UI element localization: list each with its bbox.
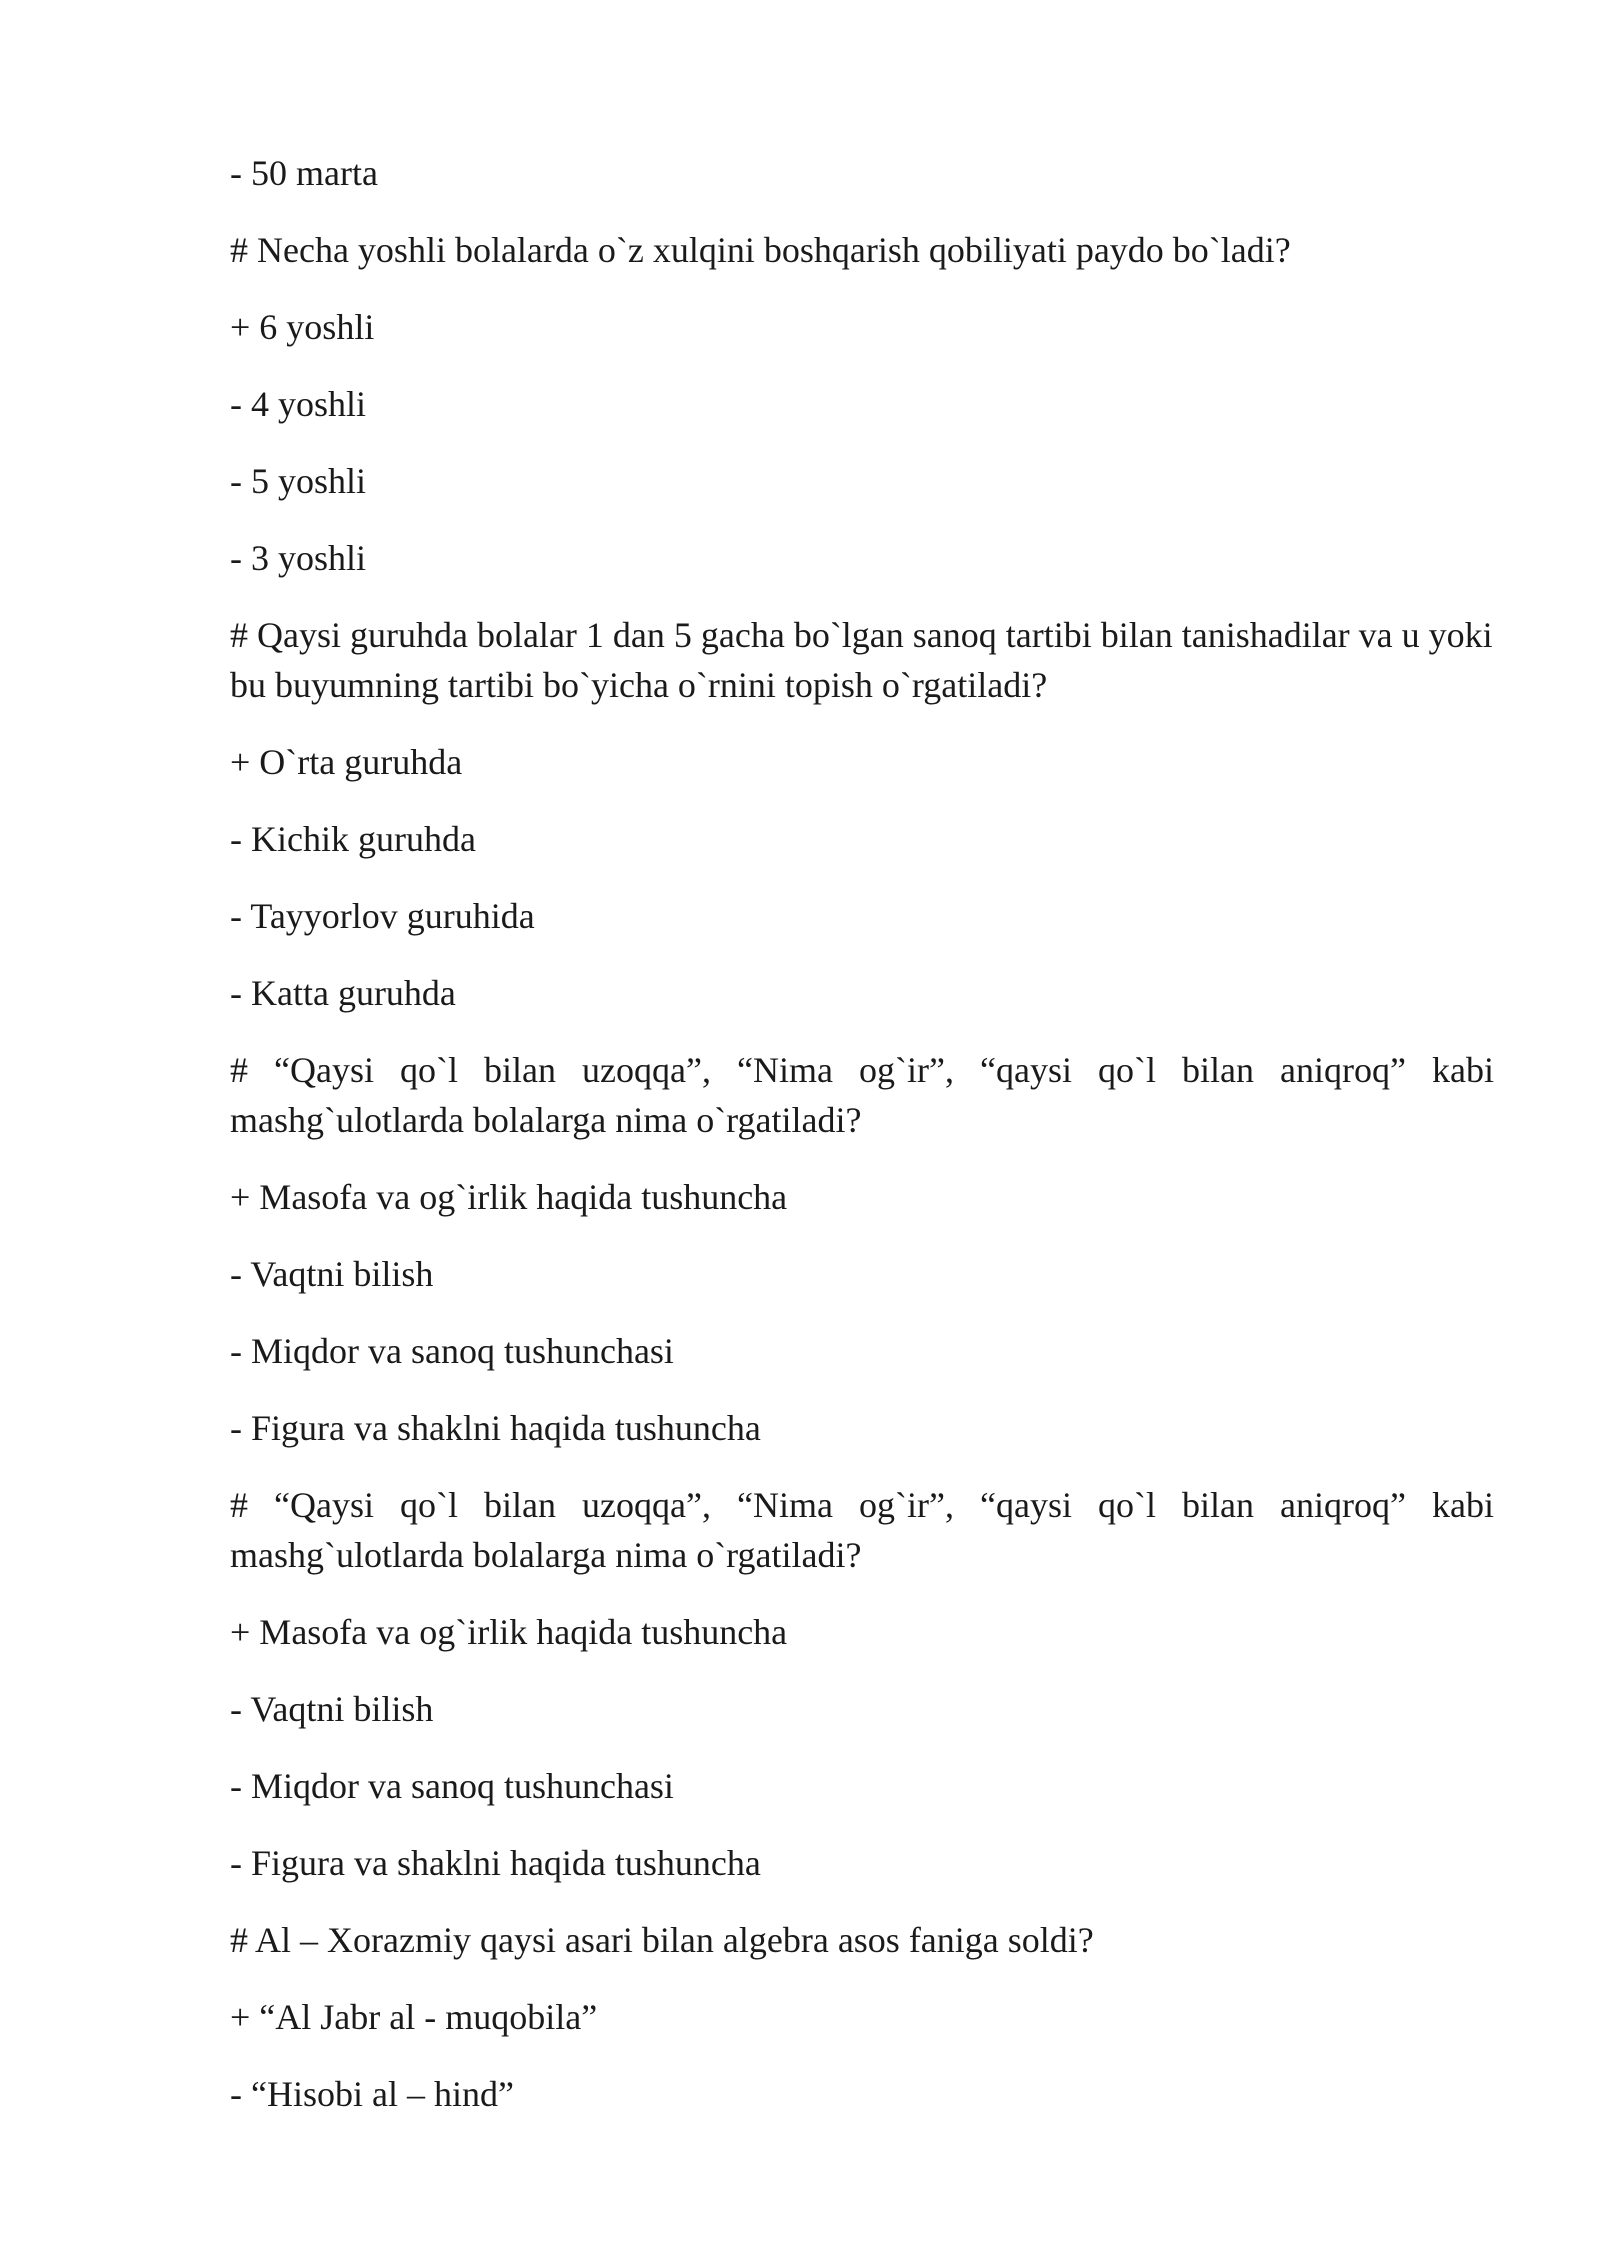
correct-answer-option: + O`rta guruhda <box>230 742 463 782</box>
correct-answer-option: + 6 yoshli <box>230 307 375 347</box>
answer-option: - Tayyorlov guruhida <box>230 896 535 936</box>
correct-answer-option: + Masofa va og`irlik haqida tushuncha <box>230 1177 788 1217</box>
question-text: # Qaysi guruhda bolalar 1 dan 5 gacha bo`lgan sanoq tartibi bilan tanishadilar va u yoki bu buyumning tartibi bo`yicha o`rnini topish o`rgatiladi? <box>230 615 1493 705</box>
answer-option: - Vaqtni bilish <box>230 1689 434 1729</box>
correct-answer-option: + “Al Jabr al - muqobila” <box>230 1997 598 2037</box>
answer-option: - Kichik guruhda <box>230 819 476 859</box>
answer-option: - 3 yoshli <box>230 538 367 578</box>
correct-answer-option: + Masofa va og`irlik haqida tushuncha <box>230 1612 788 1652</box>
answer-option: - 50 marta <box>230 153 378 193</box>
answer-option: - Figura va shaklni haqida tushuncha <box>230 1408 761 1448</box>
answer-option: - Vaqtni bilish <box>230 1254 434 1294</box>
answer-option: - 5 yoshli <box>230 461 367 501</box>
answer-option: - Figura va shaklni haqida tushuncha <box>230 1843 761 1883</box>
answer-option: - 4 yoshli <box>230 384 367 424</box>
question-text: # “Qaysi qo`l bilan uzoqqa”, “Nima og`ir”, “qaysi qo`l bilan aniqroq” kabi mashg`ulotlarda bolalarga nima o`rgatiladi? <box>230 1050 1494 1140</box>
answer-option: - Katta guruhda <box>230 973 456 1013</box>
answer-option: - Miqdor va sanoq tushunchasi <box>230 1331 674 1371</box>
question-text: # “Qaysi qo`l bilan uzoqqa”, “Nima og`ir”, “qaysi qo`l bilan aniqroq” kabi mashg`ulotlarda bolalarga nima o`rgatiladi? <box>230 1485 1494 1575</box>
answer-option: - Miqdor va sanoq tushunchasi <box>230 1766 674 1806</box>
question-text: # Necha yoshli bolalarda o`z xulqini boshqarish qobiliyati paydo bo`ladi? <box>230 230 1291 270</box>
answer-option: - “Hisobi al – hind” <box>230 2074 514 2114</box>
document-content <box>230 148 1494 2146</box>
question-text: # Al – Xorazmiy qaysi asari bilan algebra asos faniga soldi? <box>230 1920 1094 1960</box>
